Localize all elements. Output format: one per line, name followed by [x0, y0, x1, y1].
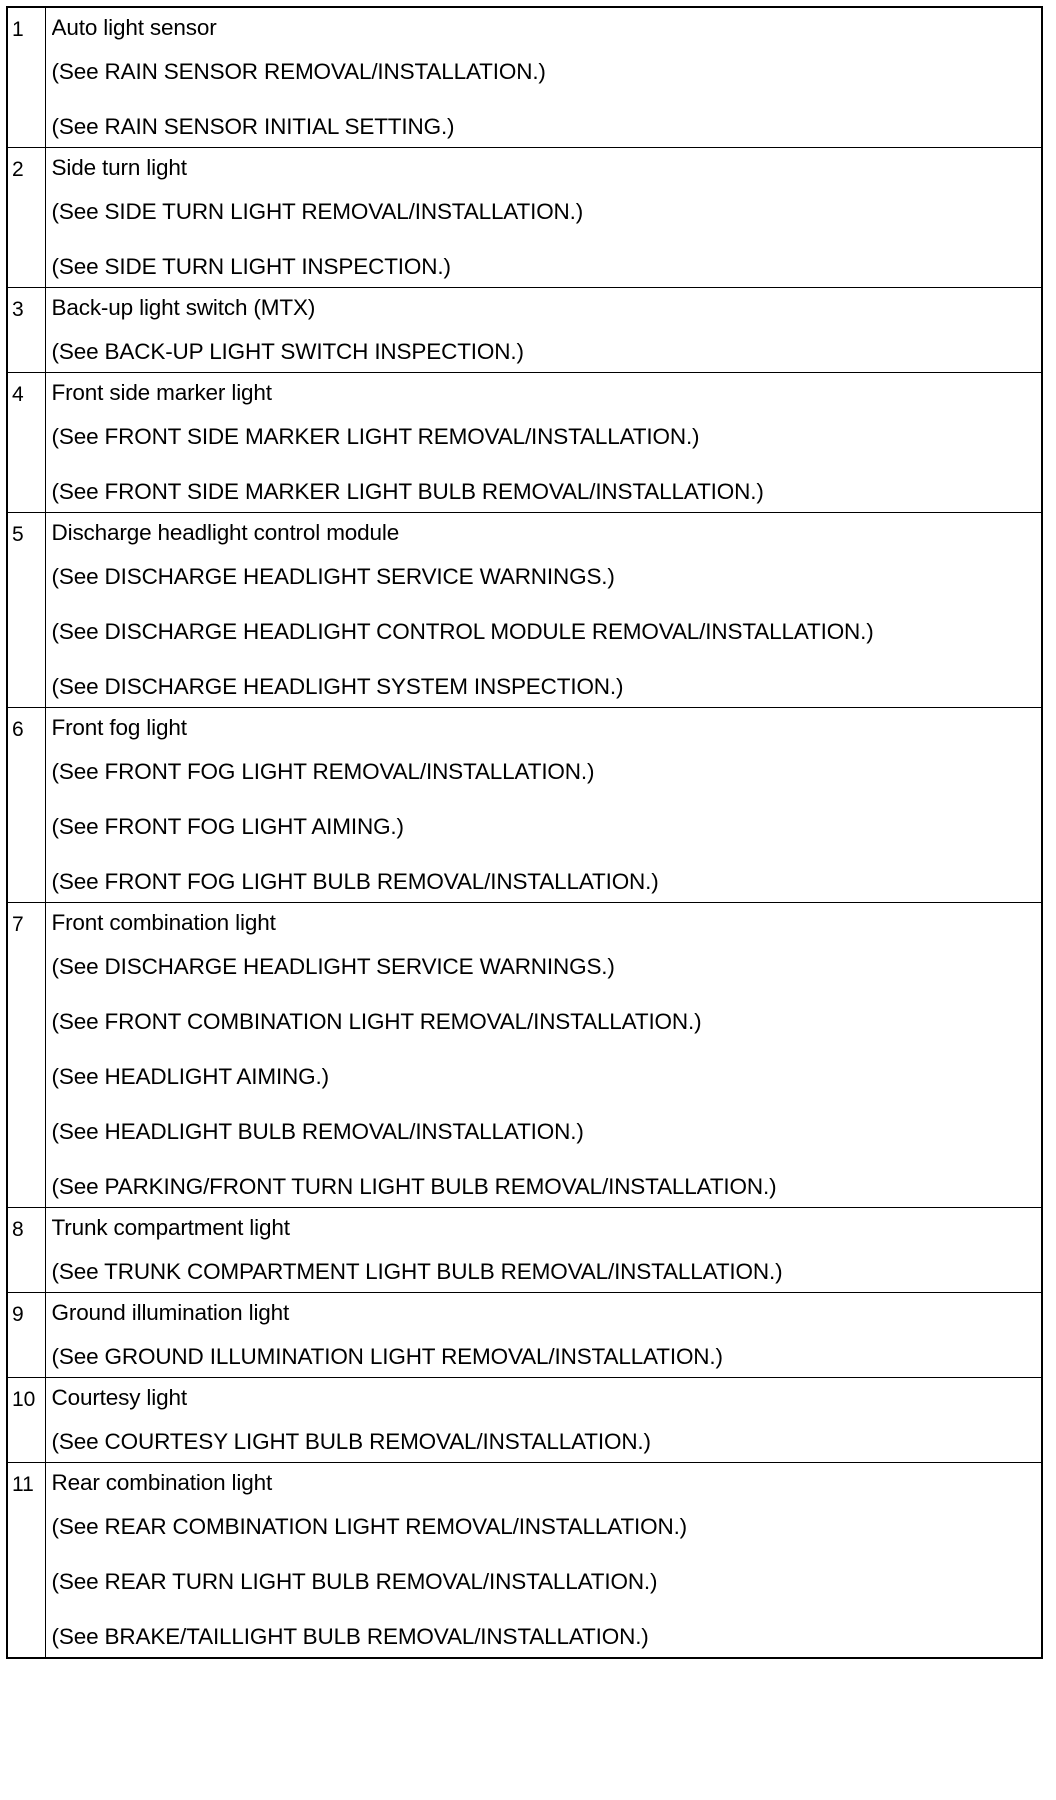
procedure-reference-link[interactable]: (See FRONT FOG LIGHT BULB REMOVAL/INSTALLATION.) — [51, 869, 659, 894]
component-title: Courtesy light — [51, 1385, 187, 1410]
item-number: 9 — [7, 1293, 45, 1378]
procedure-reference-link[interactable]: (See REAR TURN LIGHT BULB REMOVAL/INSTALLATION.) — [51, 1569, 658, 1594]
table-body — [7, 7, 1042, 1658]
procedure-reference-link[interactable]: (See GROUND ILLUMINATION LIGHT REMOVAL/INSTALLATION.) — [51, 1344, 723, 1369]
procedure-reference-link[interactable]: (See SIDE TURN LIGHT REMOVAL/INSTALLATION.) — [51, 199, 584, 224]
table-row — [7, 1208, 1042, 1293]
item-content — [45, 1208, 1042, 1293]
procedure-reference-link[interactable]: (See DISCHARGE HEADLIGHT CONTROL MODULE REMOVAL/INSTALLATION.) — [51, 619, 874, 644]
component-title: Auto light sensor — [51, 15, 217, 40]
table-row — [7, 373, 1042, 513]
table-row — [7, 7, 1042, 148]
procedure-reference-link[interactable]: (See FRONT SIDE MARKER LIGHT BULB REMOVAL/INSTALLATION.) — [51, 479, 764, 504]
component-title: Ground illumination light — [51, 1300, 290, 1325]
procedure-reference-link[interactable]: (See BRAKE/TAILLIGHT BULB REMOVAL/INSTALLATION.) — [51, 1624, 649, 1649]
procedure-reference-link[interactable]: (See SIDE TURN LIGHT INSPECTION.) — [51, 254, 451, 279]
component-title: Rear combination light — [51, 1470, 273, 1495]
component-title: Front combination light — [51, 910, 276, 935]
item-content — [45, 903, 1042, 1208]
component-reference-table — [6, 6, 1043, 1659]
table-row — [7, 1463, 1042, 1659]
item-content — [45, 708, 1042, 903]
procedure-reference-link[interactable]: (See HEADLIGHT AIMING.) — [51, 1064, 329, 1089]
item-number: 8 — [7, 1208, 45, 1293]
item-number: 6 — [7, 708, 45, 903]
component-title: Discharge headlight control module — [51, 520, 400, 545]
component-title: Trunk compartment light — [51, 1215, 290, 1240]
item-number: 5 — [7, 513, 45, 708]
table-row — [7, 1378, 1042, 1463]
procedure-reference-link[interactable]: (See DISCHARGE HEADLIGHT SERVICE WARNINGS.) — [51, 564, 615, 589]
table-row — [7, 708, 1042, 903]
procedure-reference-link[interactable]: (See TRUNK COMPARTMENT LIGHT BULB REMOVAL/INSTALLATION.) — [51, 1259, 783, 1284]
item-content — [45, 373, 1042, 513]
procedure-reference-link[interactable]: (See FRONT SIDE MARKER LIGHT REMOVAL/INSTALLATION.) — [51, 424, 700, 449]
table-row — [7, 148, 1042, 288]
item-content — [45, 1293, 1042, 1378]
procedure-reference-link[interactable]: (See FRONT FOG LIGHT AIMING.) — [51, 814, 404, 839]
procedure-reference-link[interactable]: (See DISCHARGE HEADLIGHT SERVICE WARNINGS.) — [51, 954, 615, 979]
procedure-reference-link[interactable]: (See HEADLIGHT BULB REMOVAL/INSTALLATION.) — [51, 1119, 584, 1144]
item-content — [45, 148, 1042, 288]
component-title: Front side marker light — [51, 380, 272, 405]
item-number: 1 — [7, 7, 45, 148]
procedure-reference-link[interactable]: (See RAIN SENSOR INITIAL SETTING.) — [51, 114, 455, 139]
table-row — [7, 513, 1042, 708]
item-number: 4 — [7, 373, 45, 513]
item-number: 3 — [7, 288, 45, 373]
procedure-reference-link[interactable]: (See BACK-UP LIGHT SWITCH INSPECTION.) — [51, 339, 524, 364]
item-content — [45, 1378, 1042, 1463]
table-row — [7, 288, 1042, 373]
procedure-reference-link[interactable]: (See FRONT FOG LIGHT REMOVAL/INSTALLATION.) — [51, 759, 595, 784]
table-row — [7, 1293, 1042, 1378]
component-title: Front fog light — [51, 715, 187, 740]
component-title: Back-up light switch (MTX) — [51, 295, 316, 320]
procedure-reference-link[interactable]: (See RAIN SENSOR REMOVAL/INSTALLATION.) — [51, 59, 546, 84]
item-content — [45, 288, 1042, 373]
procedure-reference-link[interactable]: (See REAR COMBINATION LIGHT REMOVAL/INSTALLATION.) — [51, 1514, 688, 1539]
procedure-reference-link[interactable]: (See DISCHARGE HEADLIGHT SYSTEM INSPECTION.) — [51, 674, 624, 699]
item-number: 10 — [7, 1378, 45, 1463]
procedure-reference-link[interactable]: (See COURTESY LIGHT BULB REMOVAL/INSTALLATION.) — [51, 1429, 651, 1454]
item-content — [45, 7, 1042, 148]
procedure-reference-link[interactable]: (See PARKING/FRONT TURN LIGHT BULB REMOVAL/INSTALLATION.) — [51, 1174, 777, 1199]
item-content — [45, 513, 1042, 708]
item-number: 2 — [7, 148, 45, 288]
component-title: Side turn light — [51, 155, 187, 180]
item-number: 7 — [7, 903, 45, 1208]
item-content — [45, 1463, 1042, 1659]
item-number: 11 — [7, 1463, 45, 1659]
procedure-reference-link[interactable]: (See FRONT COMBINATION LIGHT REMOVAL/INSTALLATION.) — [51, 1009, 702, 1034]
table-row — [7, 903, 1042, 1208]
